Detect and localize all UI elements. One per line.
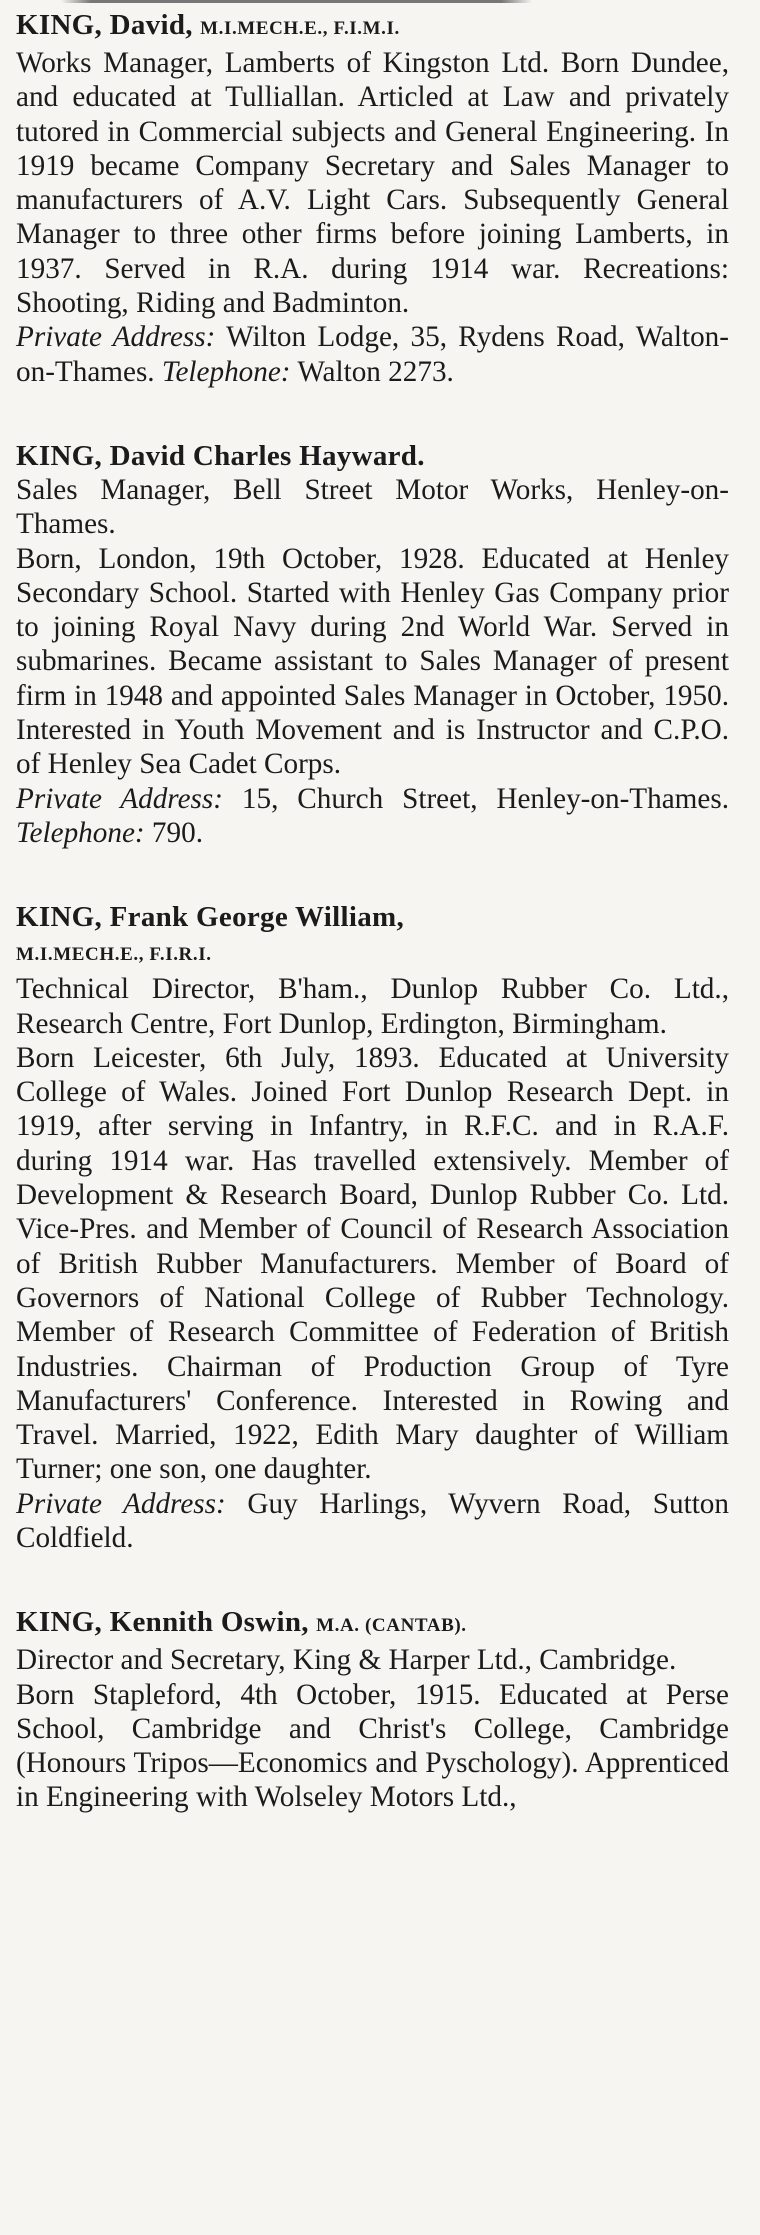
entry-contact (16, 1487, 729, 1556)
entry-qualifications: M.I.MECH.E., F.I.R.I. (16, 944, 212, 966)
entry-heading (16, 8, 729, 46)
entry-contact (16, 782, 729, 851)
entry-name: KING, Kennith Oswin, (16, 1606, 309, 1639)
address-label: Private Address: (16, 1487, 226, 1520)
entry-heading (16, 439, 729, 473)
entry-position: Sales Manager, Bell Street Motor Works, Henley-on-Thames. (16, 473, 729, 541)
entry-career: Born, London, 19th October, 1928. Educated at Henley Secondary School. Started with Henley Gas Company prior to joining Royal Navy during 2nd World War. Served in submarines. Became assistant to Sales Manager of present firm in 1948 and appointed Sales Manager in October, 1950. Interested in Youth Movement and is Instructor and C.P.O. of Henley Sea Cadet Corps. (16, 542, 729, 781)
telephone-label: Telephone: (161, 355, 291, 388)
address-value: Wilton Lodge, 35, Rydens Road, Walton-on-Thames. (16, 321, 729, 388)
entry-career: Works Manager, Lamberts of Kingston Ltd. Born Dundee, and educated at Tulliallan. Articled at Law and privately tutored in Commercial subjects and General Engineering. In 1919 became Company Secretary and Sales Manager to manufacturers of A.V. Light Cars. Subsequently General Manager to three other firms before joining Lamberts, in 1937. Served in R.A. during 1914 war. Recreations: Shooting, Riding and Badminton. (16, 47, 729, 320)
address-label: Private Address: (16, 321, 216, 354)
entry-name: KING, Frank George William, (16, 901, 405, 934)
entry-heading (16, 1605, 729, 1643)
address-value: Guy Harlings, Wyvern Road, Sutton Coldfield. (16, 1487, 729, 1554)
entry-career: Born Stapleford, 4th October, 1915. Educated at Perse School, Cambridge and Christ's College, Cambridge (Honours Tripos—Economics and Pyschology). Apprenticed in Engineering with Wolseley Motors Ltd., (16, 1678, 729, 1814)
entry-qualifications: M.I.MECH.E., F.I.M.I. (200, 18, 400, 39)
entry-name: KING, David, (16, 9, 193, 41)
entry-qualifications: M.A. (CANTAB). (316, 1615, 467, 1637)
address-label: Private Address: (16, 782, 223, 815)
entry-career: Born Leicester, 6th July, 1893. Educated at University College of Wales. Joined Fort Dunlop Research Dept. in 1919, after serving in Infantry, in R.F.C. and in R.A.F. during 1914 war. Has travelled extensively. Member of Development & Research Board, Dunlop Rubber Co. Ltd. Vice-Pres. and Member of Council of Research Association of British Rubber Manufacturers. Member of Board of Governors of National College of Rubber Technology. Member of Research Committee of Federation of British Industries. Chairman of Production Group of Tyre Manufacturers' Conference. Interested in Rowing and Travel. Married, 1922, Edith Mary daughter of William Turner; one son, one daughter. (16, 1041, 729, 1486)
entry-king-kennith-oswin (16, 1605, 729, 1814)
entry-king-david-charles-hayward (16, 439, 729, 850)
address-value: 15, Church Street, Henley-on-Thames. (241, 782, 729, 815)
entry-contact (16, 320, 729, 389)
telephone-value: 790. (151, 816, 203, 849)
directory-page (16, 8, 729, 1815)
top-rule (0, 0, 760, 3)
telephone-label: Telephone: (16, 816, 145, 849)
entry-position: Director and Secretary, King & Harper Ltd., Cambridge. (16, 1644, 677, 1677)
entry-position: Technical Director, B'ham., Dunlop Rubber Co. Ltd., Research Centre, Fort Dunlop, Erdington, Birmingham. (16, 973, 729, 1040)
entry-name: KING, David Charles Hayward. (16, 439, 425, 472)
entry-heading (16, 900, 729, 972)
entry-king-david (16, 8, 729, 389)
telephone-value: Walton 2273. (297, 355, 454, 388)
entry-king-frank-george-william (16, 900, 729, 1555)
